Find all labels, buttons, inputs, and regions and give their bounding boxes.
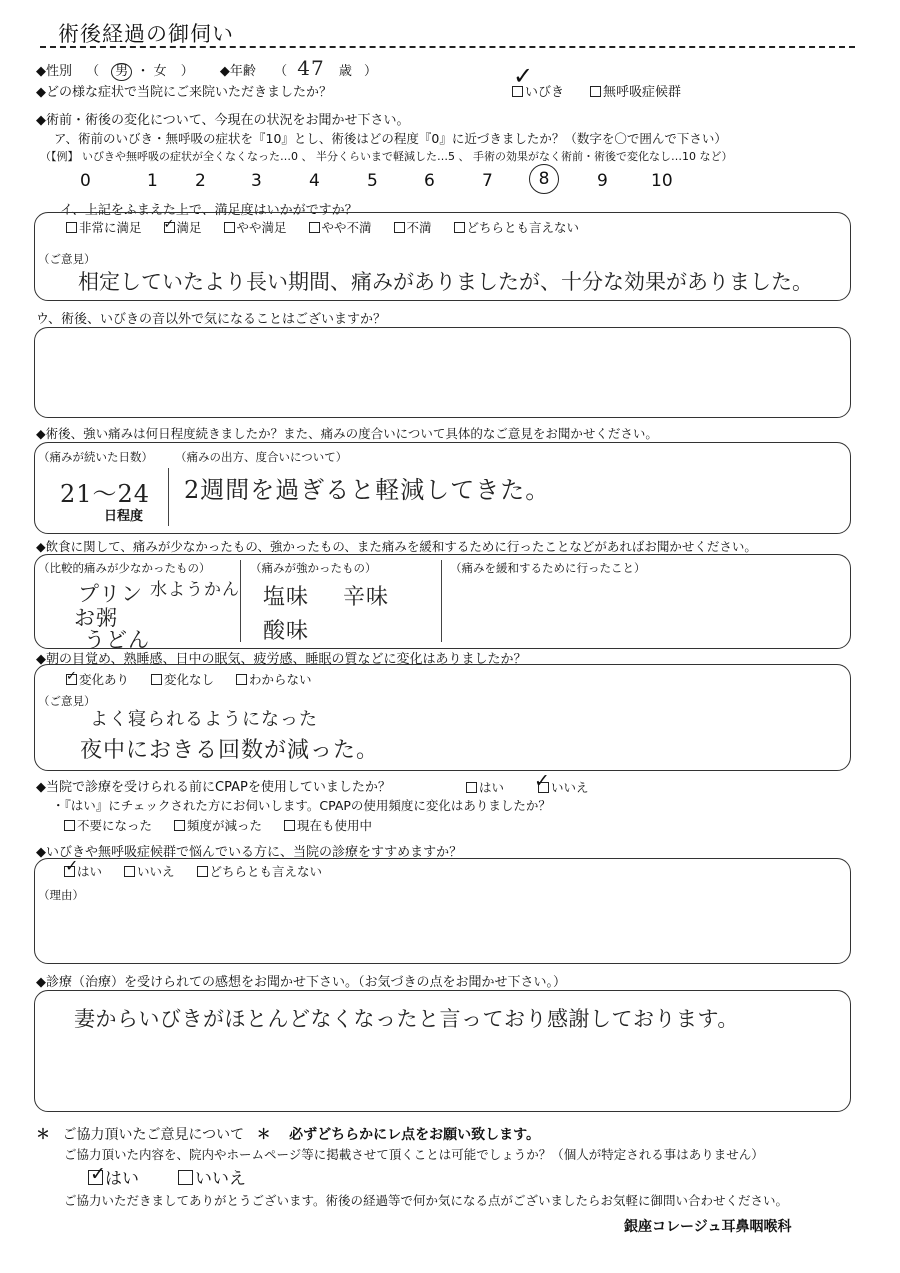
cpap-sub-options <box>64 818 390 834</box>
food-less-label: （比較的痛みが少なかったもの） <box>38 561 211 575</box>
sex-male[interactable]: 男 <box>111 63 132 81</box>
concerns-box[interactable] <box>34 327 851 418</box>
pain-detail-label: （痛みの出方、度合いについて） <box>175 450 348 464</box>
sex-close: ） <box>180 64 194 79</box>
check-mark-icon: ✓ <box>534 770 550 792</box>
cpap-option-yes[interactable]: はい <box>466 780 504 796</box>
food-divider-2 <box>441 560 442 642</box>
pain-divider <box>168 468 169 526</box>
age-open: （ <box>274 64 288 79</box>
scale-4[interactable]: 4 <box>309 171 320 191</box>
food-less-item[interactable]: うどん <box>84 628 150 652</box>
scale-0[interactable]: 0 <box>80 171 91 191</box>
pain-detail[interactable]: 2週間を過ぎると軽減してきた。 <box>184 476 551 504</box>
title-rule <box>40 46 855 48</box>
age-unit: 歳 <box>338 64 352 79</box>
option-satisfied[interactable]: ✓ 満足 <box>163 217 202 235</box>
sleep-opinion-label: （ご意見） <box>38 694 96 708</box>
checkbox-icon <box>590 86 601 97</box>
consent-heading-row: ＊ ご協力頂いたご意見について ＊ 必ずどちらかにレ点をお願い致します。 <box>36 1127 540 1143</box>
sleep-opinion-line[interactable]: よく寝られるようになった <box>90 709 318 730</box>
scale-7[interactable]: 7 <box>482 171 493 191</box>
sex-female[interactable]: 女 <box>153 64 167 79</box>
consent-thanks: ご協力いただきましてありがとうございます。術後の経過等で何か気になる点がございましたらお気軽に御問い合わせください。 <box>64 1193 789 1208</box>
pain-days-unit: 日程度 <box>104 509 144 524</box>
option-yes[interactable]: ✓ はい <box>65 856 103 879</box>
option-no-change[interactable]: 変化なし <box>151 672 214 688</box>
scale-1[interactable]: 1 <box>147 171 158 191</box>
scale-6[interactable]: 6 <box>424 171 435 191</box>
impression-answer[interactable]: 妻からいびきがほとんどなくなったと言っており感謝しております。 <box>74 1007 739 1031</box>
age-label: ◆年齢 <box>219 64 256 79</box>
food-less-item[interactable]: お粥 <box>74 606 118 630</box>
question-u: ウ、術後、いびきの音以外で気になることはございますか？ <box>36 312 386 327</box>
sex-row <box>36 56 377 81</box>
satisfaction-opinion[interactable]: 相定していたより長い期間、痛みがありましたが、十分な効果がありました。 <box>78 270 813 294</box>
food-strong-item[interactable]: 塩味 <box>263 585 310 610</box>
option-somewhat-dissatisfied[interactable]: やや不満 <box>309 220 372 236</box>
pain-question: ◆術後、強い痛みは何日程度続きましたか？また、痛みの度合いについて具体的なご意見をお聞かせください。 <box>36 426 658 441</box>
clinic-name: 銀座コレージュ耳鼻咽喉科 <box>624 1219 792 1235</box>
option-no-longer-needed[interactable]: 不要になった <box>64 818 152 834</box>
scale-3[interactable]: 3 <box>251 171 262 191</box>
symptom-option-snoring[interactable]: いびき <box>512 85 564 101</box>
recommend-options <box>64 856 340 880</box>
food-strong-item[interactable]: 辛味 <box>343 585 390 610</box>
change-question: ◆術前・術後の変化について、今現在の状況をお聞かせ下さい。 <box>36 113 410 128</box>
check-mark-icon: ✓ <box>513 62 534 90</box>
option-unknown[interactable]: わからない <box>236 672 312 688</box>
scale-2[interactable]: 2 <box>195 171 206 191</box>
option-very-satisfied[interactable]: 非常に満足 <box>66 220 142 236</box>
consent-option-yes[interactable]: ✓ はい <box>90 1163 139 1189</box>
opinion-label: （ご意見） <box>38 252 96 266</box>
option-dissatisfied[interactable]: 不満 <box>394 220 432 236</box>
sleep-opinion-line[interactable]: 夜中におきる回数が減った。 <box>80 738 380 763</box>
sleep-options <box>66 669 330 688</box>
age-close: ） <box>363 64 377 79</box>
sex-dot: ・ <box>136 64 150 79</box>
food-question: ◆飲食に関して、痛みが少なかったもの、強かったもの、また痛みを緩和するために行ったことなどがあればお聞かせください。 <box>36 539 757 554</box>
cpap-sub-question: ・『はい』にチェックされた方にお伺いします。CPAPの使用頻度に変化はありましたか？ <box>52 798 551 813</box>
sex-open: （ <box>86 64 100 79</box>
impression-question: ◆診療（治療）を受けられての感想をお聞かせ下さい。（お気づきの点をお聞かせ下さい。） <box>36 975 566 990</box>
option-less-frequent[interactable]: 頻度が減った <box>174 818 262 834</box>
pain-days-label: （痛みが続いた日数） <box>38 450 153 464</box>
page-title: 術後経過の御伺い <box>58 22 234 46</box>
option-somewhat-satisfied[interactable]: やや満足 <box>224 220 287 236</box>
reason-label: （理由） <box>38 888 84 902</box>
food-strong-label: （痛みが強かったもの） <box>250 561 377 575</box>
food-relief-label: （痛みを緩和するために行ったこと） <box>450 561 646 575</box>
food-divider-1 <box>240 560 241 642</box>
scale-8-selected[interactable]: 8 <box>529 164 559 194</box>
question-a-example: （【例】 いびきや無呼吸の症状が全くなくなった…0 、 半分くらいまで軽減した…5 、 手術の効果がなく術前・術後で変化なし…10 など） <box>40 150 733 163</box>
food-strong-item[interactable]: 酸味 <box>263 619 310 644</box>
question-i: イ、上記をふまえた上で、満足度はいかがですか？ <box>60 203 358 218</box>
option-neutral[interactable]: どちらとも言えない <box>454 220 580 236</box>
scale-9[interactable]: 9 <box>597 171 608 191</box>
symptom-question: ◆どの様な症状で当院にご来院いただきましたか？ <box>36 85 332 100</box>
option-no[interactable]: いいえ <box>124 864 175 880</box>
symptom-option-apnea[interactable]: 無呼吸症候群 <box>590 85 681 101</box>
scale-5[interactable]: 5 <box>367 171 378 191</box>
consent-option-no[interactable]: いいえ <box>178 1164 246 1189</box>
cpap-question: ◆当院で診療を受けられる前にCPAPを使用していましたか？ <box>36 780 391 795</box>
option-still-using[interactable]: 現在も使用中 <box>284 818 372 834</box>
cpap-option-no[interactable]: いいえ <box>538 780 589 796</box>
age-value[interactable]: 47 <box>297 56 325 80</box>
pain-days-value[interactable]: 21〜24 <box>60 480 151 508</box>
scale-10[interactable]: 10 <box>651 171 673 191</box>
option-changed[interactable]: ✓ 変化あり <box>66 669 130 687</box>
sleep-question: ◆朝の目覚め、熟睡感、日中の眠気、疲労感、睡眠の質などに変化はありましたか？ <box>36 652 527 667</box>
sex-label: ◆性別 <box>36 64 72 79</box>
option-neutral[interactable]: どちらとも言えない <box>197 864 323 880</box>
recommend-question: ◆いびきや無呼吸症候群で悩んでいる方に、当院の診療をすすめますか？ <box>36 845 463 860</box>
question-a: ア、術前のいびき・無呼吸の症状を『10』とし、術後はどの程度『0』に近づきましたか？（数字を〇で囲んで下さい） <box>54 131 727 146</box>
food-less-item[interactable]: 水ようかん <box>150 580 240 600</box>
consent-question: ご協力頂いた内容を、院内やホームページ等に掲載させて頂くことは可能でしょうか？（個人が特定される事はありません） <box>64 1147 764 1162</box>
food-less-item[interactable]: プリン <box>78 582 144 606</box>
satisfaction-options <box>66 217 597 236</box>
